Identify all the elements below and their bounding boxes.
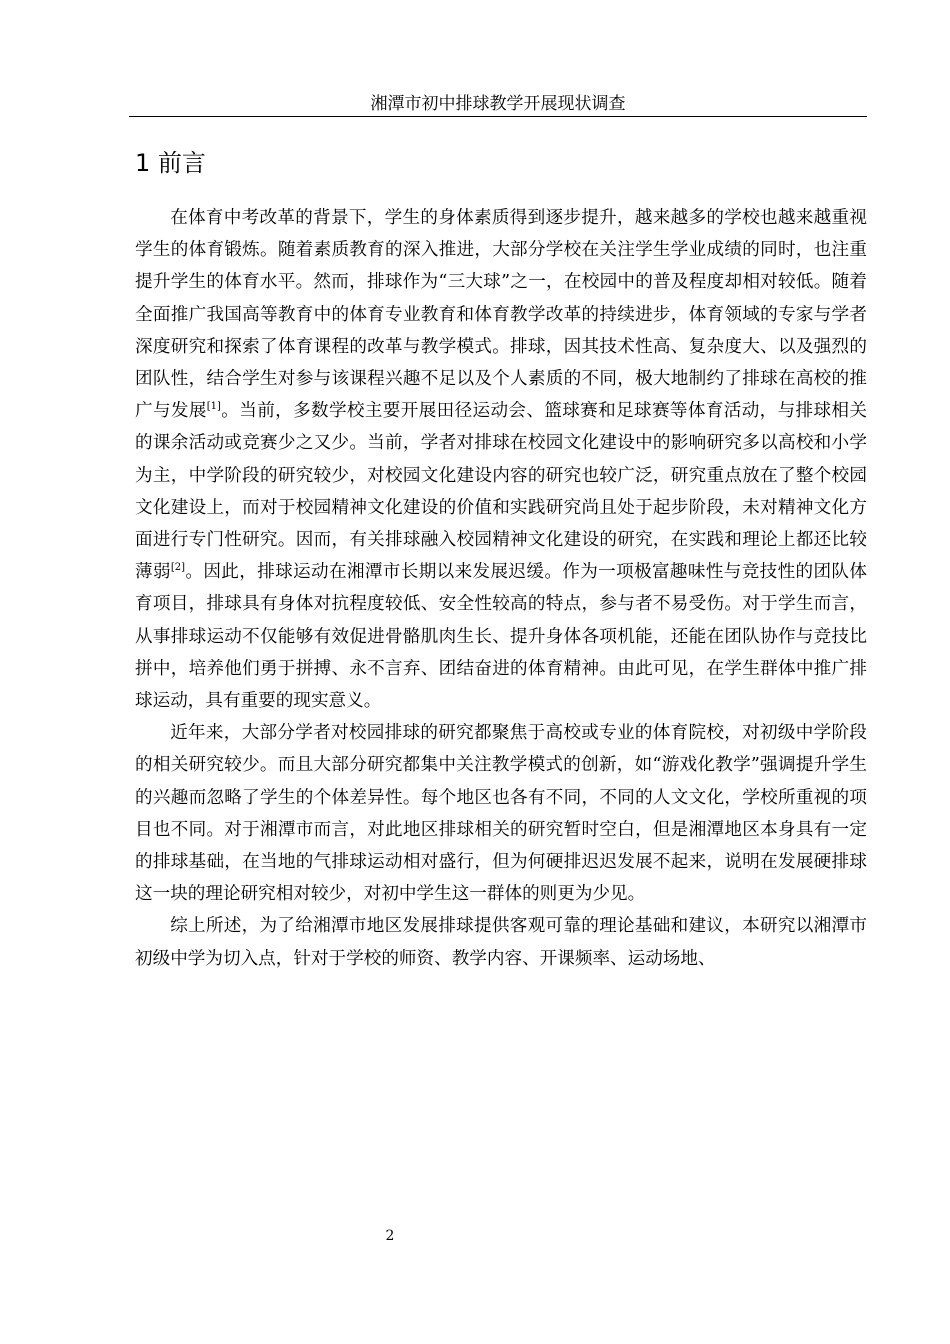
paragraph-1-part-2: 。当前，多数学校主要开展田径运动会、篮球赛和足球赛等体育活动，与排球相关的课余活动或竞赛少之又少。当前，学者对排球在校园文化建设中的影响研究多以高校和小学为主，中学阶段的研究较少，对校园文化建设内容的研究也较广泛，研究重点放在了整个校园文化建设上，而对于校园精神文化建设的价值和实践研究尚且处于起步阶段，未对精神文化方面进行专门性研究。因而，有关排球融入校园精神文化建设的研究，在实践和理论上都还比较薄弱 <box>135 401 867 583</box>
paragraph-1-part-3: 。因此，排球运动在湘潭市长期以来发展迟缓。作为一项极富趣味性与竞技性的团队体育项目，排球具有身体对抗程度较低、安全性较高的特点，参与者不易受伤。对于学生而言，从事排球运动不仅能够有效促进骨骼肌肉生长、提升身体各项机能，还能在团队协作与竞技比拼中，培养他们勇于拼搏、永不言弃、团结奋进的体育精神。由此可见，在学生群体中推广排球运动，具有重要的现实意义。 <box>135 562 867 712</box>
body-text <box>135 202 867 975</box>
running-header: 湘潭市初中排球教学开展现状调查 <box>129 92 867 117</box>
page-number: 2 <box>385 1228 395 1244</box>
section-title: 1 前言 <box>135 149 206 177</box>
paragraph-1-part-1: 在体育中考改革的背景下，学生的身体素质得到逐步提升，越来越多的学校也越来越重视学生的体育锻炼。随着素质教育的深入推进，大部分学校在关注学生学业成绩的同时，也注重提升学生的体育水平。然而，排球作为“三大球”之一，在校园中的普及程度却相对较低。随着全面推广我国高等教育中的体育专业教育和体育教学改革的持续进步，体育领域的专家与学者深度研究和探索了体育课程的改革与教学模式。排球，因其技术性高、复杂度大、以及强烈的团队性，结合学生对参与该课程兴趣不足以及个人素质的不同，极大地制约了排球在高校的推广与发展 <box>135 208 867 422</box>
citation-1[interactable]: [1] <box>206 401 221 413</box>
paragraph-2: 近年来，大部分学者对校园排球的研究都聚焦于高校或专业的体育院校，对初级中学阶段的相关研究较少。而且大部分研究都集中关注教学模式的创新，如“游戏化教学”强调提升学生的兴趣而忽略了学生的个体差异性。每个地区也各有不同，不同的人文文化，学校所重视的项目也不同。对于湘潭市而言，对此地区排球相关的研究暂时空白，但是湘潭地区本身具有一定的排球基础，在当地的气排球运动相对盛行，但为何硬排迟迟发展不起来，说明在发展硬排球这一块的理论研究相对较少，对初中学生这一群体的则更为少见。 <box>135 723 867 905</box>
citation-2[interactable]: [2] <box>170 562 186 574</box>
paragraph-1 <box>135 202 867 717</box>
paragraph-3: 综上所述，为了给湘潭市地区发展排球提供客观可靠的理论基础和建议，本研究以湘潭市初级中学为切入点，针对于学校的师资、教学内容、开课频率、运动场地、 <box>135 916 867 969</box>
